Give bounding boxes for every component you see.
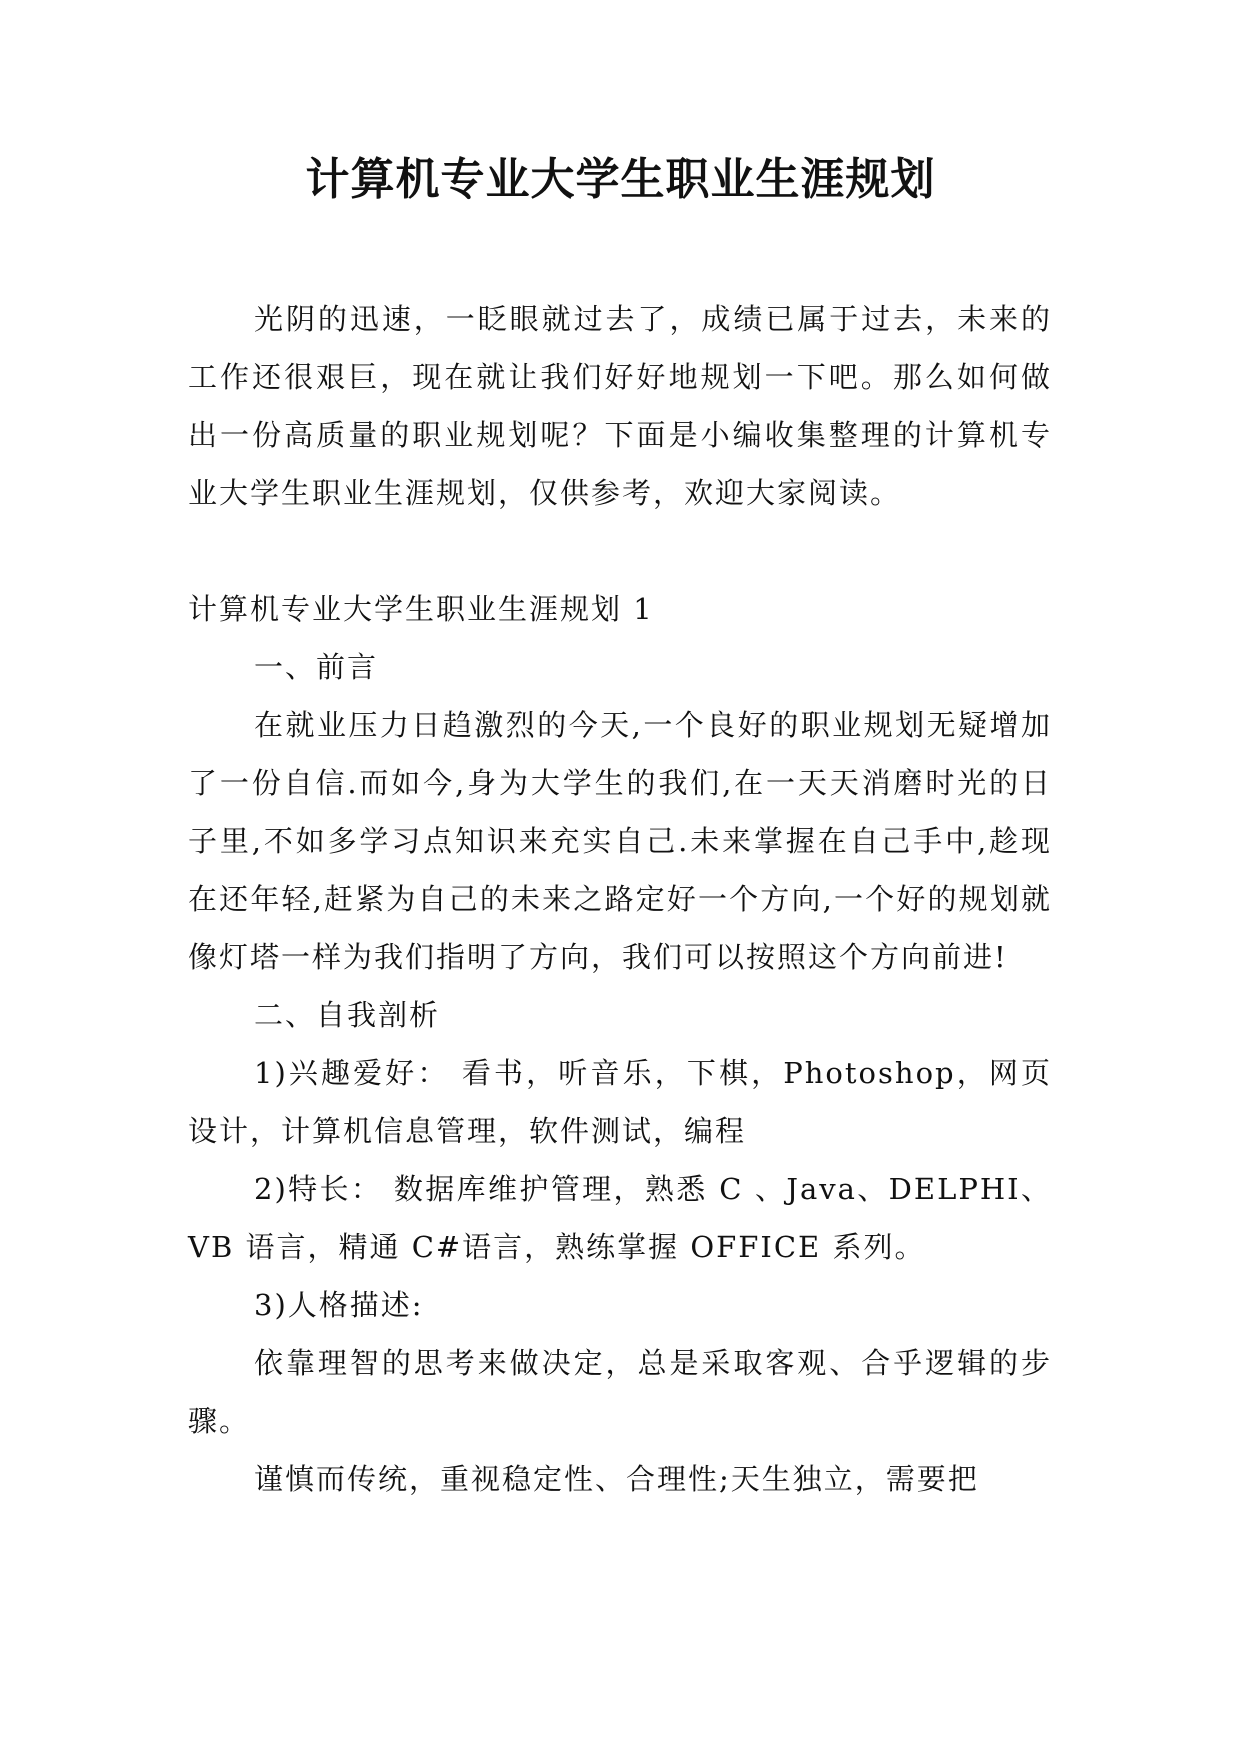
paragraph-hobbies: 1)兴趣爱好： 看书，听音乐，下棋，Photoshop，网页设计，计算机信息管理，软件测试，编程 [188, 1056, 1052, 1148]
heading-self-analysis: 二、自我剖析 [254, 998, 441, 1032]
section-title: 计算机专业大学生职业生涯规划 1 [188, 592, 654, 626]
heading-preface: 一、前言 [254, 650, 379, 684]
document-title: 计算机专业大学生职业生涯规划 [305, 154, 936, 205]
paragraph-trait-1: 依靠理智的思考来做决定，总是采取客观、合乎逻辑的步骤。 [188, 1346, 1052, 1438]
paragraph-preface: 在就业压力日趋激烈的今天,一个良好的职业规划无疑增加了一份自信.而如今,身为大学生的我们,在一天天消磨时光的日子里,不如多学习点知识来充实自己.未来掌握在自己手中,趁现在还年轻,赶紧为自己的未来之路定好一个方向,一个好的规划就像灯塔一样为我们指明了方向，我们可以按照这个方向前进! [188, 708, 1052, 974]
intro-paragraph: 光阴的迅速，一眨眼就过去了，成绩已属于过去，未来的工作还很艰巨，现在就让我们好好地规划一下吧。那么如何做出一份高质量的职业规划呢？下面是小编收集整理的计算机专业大学生职业生涯规划，仅供参考，欢迎大家阅读。 [188, 302, 1052, 510]
paragraph-trait-2: 谨慎而传统，重视稳定性、合理性;天生独立，需要把 [254, 1462, 979, 1496]
paragraph-personality: 3)人格描述: [254, 1288, 424, 1322]
document-body [188, 580, 1052, 1508]
paragraph-skills: 2)特长： 数据库维护管理，熟悉 C 、Java、DELPHI、VB 语言，精通 C#语言，熟练掌握 OFFICE 系列。 [188, 1172, 1052, 1264]
